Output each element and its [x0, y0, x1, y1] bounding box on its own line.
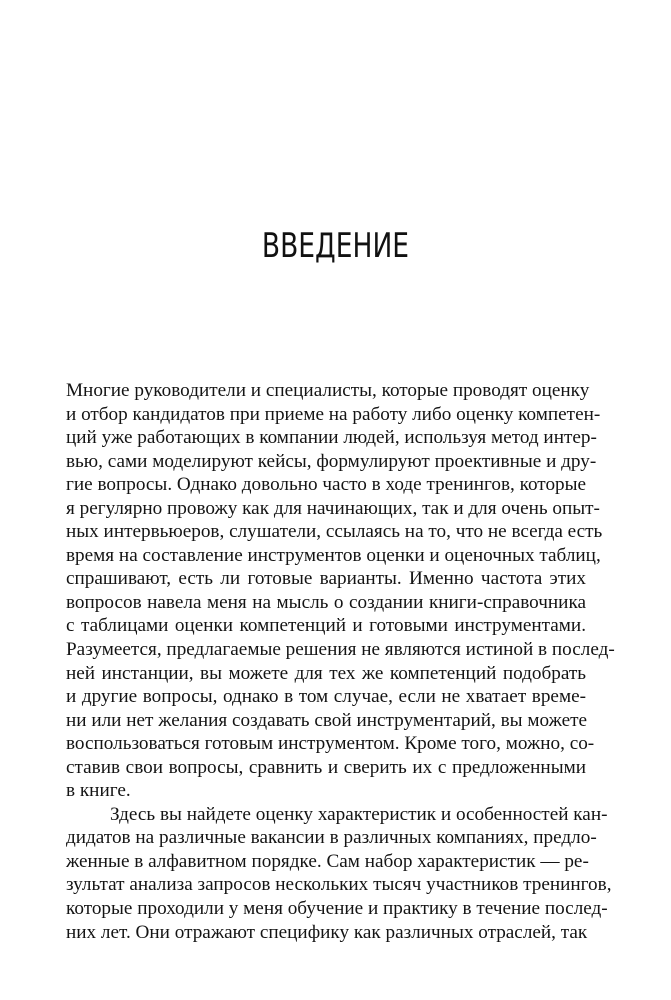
paragraph-first-line: Здесь вы найдете оценку характеристик и особенностей кан- [110, 803, 608, 825]
text-line: Разумеется, предлагаемые решения не являются истиной в послед- [66, 639, 615, 661]
text-line: женные в алфавитном порядке. Сам набор характеристик — ре- [66, 850, 589, 872]
body-text [66, 379, 615, 944]
text-line: в книге. [66, 780, 131, 802]
text-line: Многие руководители и специалисты, которые проводят оценку [66, 380, 590, 401]
text-line: которые проходили у меня обучение и практику в течение послед- [66, 898, 608, 920]
text-line: ставив свои вопросы, сравнить и сверить их с предложенными [66, 756, 586, 778]
text-line: и другие вопросы, однако в том случае, если не хватает време- [66, 686, 586, 708]
text-line: ни или нет желания создавать свой инструментарий, вы можете [66, 709, 588, 731]
text-line: них лет. Они отражают специфику как различных отраслей, так [66, 921, 588, 943]
text-line: ций уже работающих в компании людей, используя метод интер- [66, 427, 597, 449]
text-line: и отбор кандидатов при приеме на работу либо оценку компетен- [66, 403, 601, 425]
text-line: я регулярно провожу как для начинающих, так и для очень опыт- [66, 497, 600, 519]
text-line: гие вопросы. Однако довольно часто в ходе тренингов, которые [66, 474, 587, 496]
text-line: дидатов на различные вакансии в различных компаниях, предло- [66, 827, 597, 849]
chapter-title: ВВЕДЕНИЕ [261, 226, 410, 266]
text-line: ней инстанции, вы можете для тех же компетенций подобрать [66, 662, 586, 684]
text-line: вью, сами моделируют кейсы, формулируют проективные и дру- [66, 450, 597, 472]
text-line: воспользоваться готовым инструментом. Кроме того, можно, со- [66, 733, 595, 755]
text-line: ных интервьюеров, слушатели, ссылаясь на то, что не всегда есть [66, 521, 603, 543]
text-line: спрашивают, есть ли готовые варианты. Именно частота этих [66, 568, 586, 590]
text-line: зультат анализа запросов нескольких тысяч участников тренингов, [66, 874, 612, 896]
text-line: вопросов навела меня на мысль о создании книги-справочника [66, 591, 586, 613]
text-line: время на составление инструментов оценки и оценочных таблиц, [66, 544, 601, 566]
text-line: с таблицами оценки компетенций и готовыми инструментами. [66, 615, 586, 637]
